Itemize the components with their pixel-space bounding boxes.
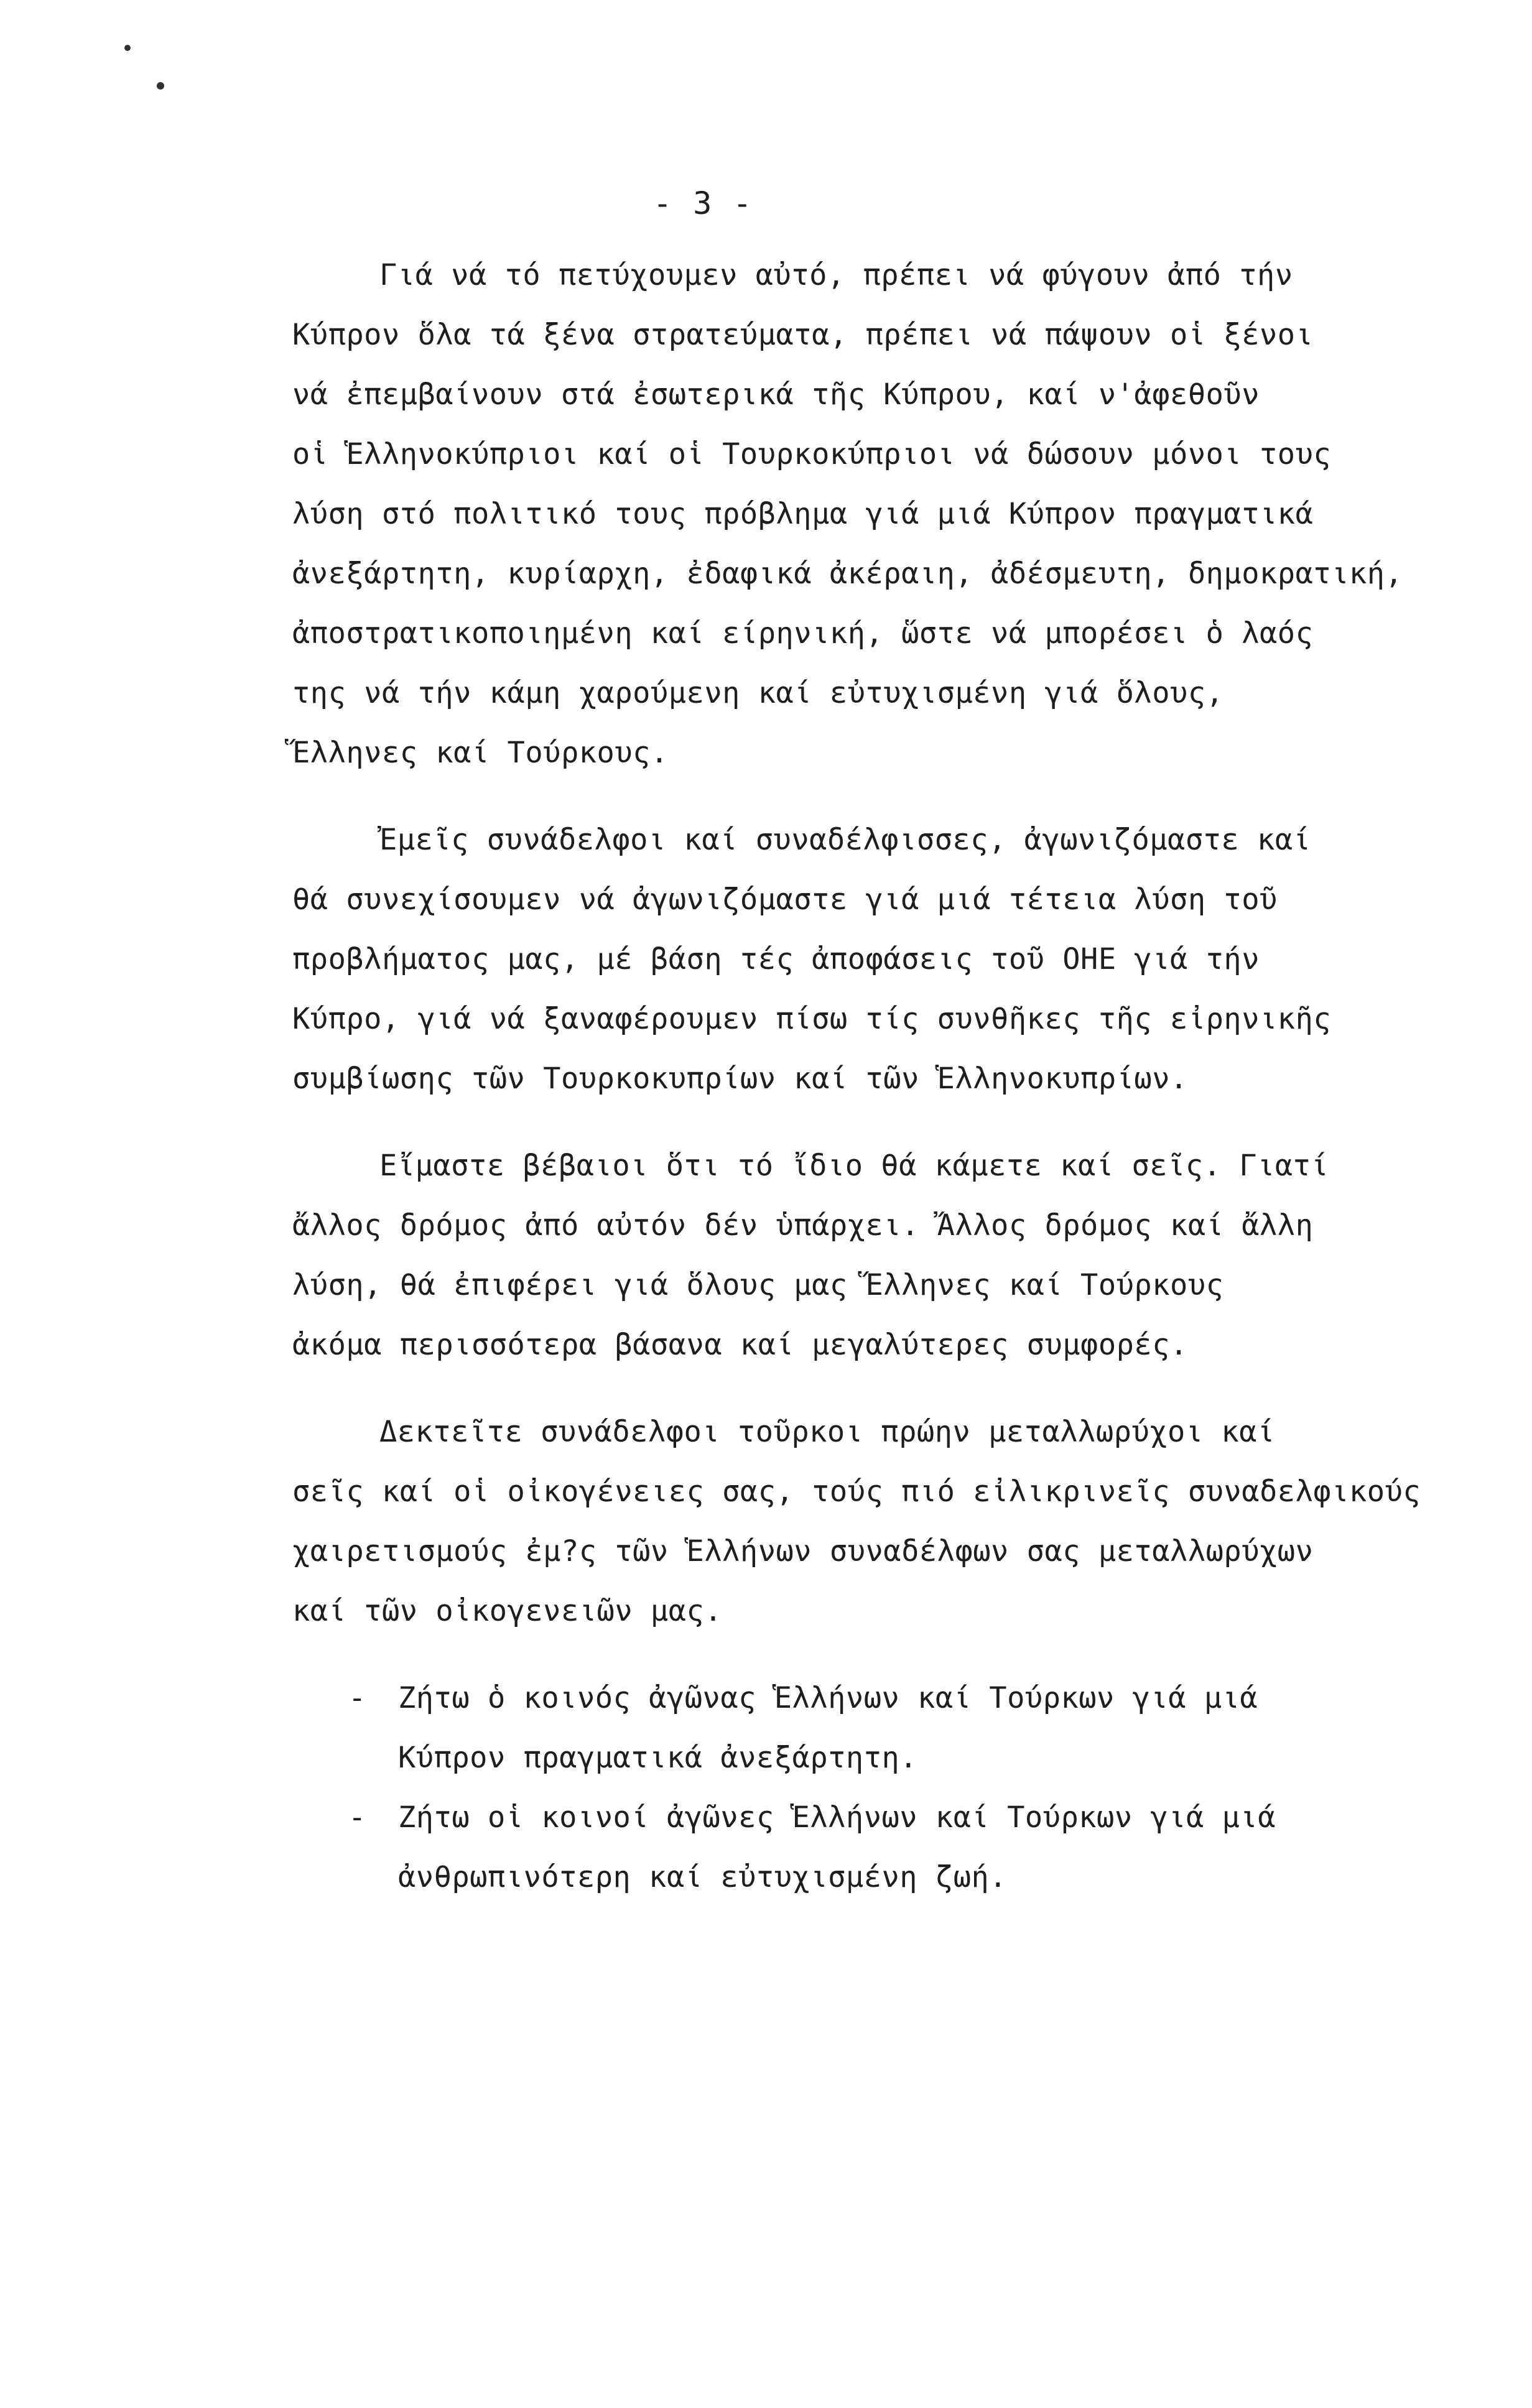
text-line: Κύπρο, γιά νά ξαναφέρουμεν πίσω τίς συνθῆκες τῆς εἰρηνικῆς [292, 1002, 1332, 1036]
text-line: λύση στό πολιτικό τους πρόβλημα γιά μιά Κύπρον πραγματικά [292, 497, 1314, 531]
text-line: Ἕλληνες καί Τούρκους. [292, 736, 669, 770]
letter-body [292, 246, 1474, 1907]
text-line: καί τῶν οἰκογενειῶν μας. [292, 1594, 723, 1628]
text-line: λύση, θά ἐπιφέρει γιά ὅλους μας Ἕλληνες καί Τούρκους [292, 1268, 1224, 1302]
text-line: Ἐμεῖς συνάδελφοι καί συναδέλφισσες, ἀγωνιζόμαστε καί [379, 823, 1311, 857]
text-line: συμβίωσης τῶν Τουρκοκυπρίων καί τῶν Ἑλληνοκυπρίων. [292, 1062, 1188, 1096]
text-line: χαιρετισμούς ἐμ?ς τῶν Ἑλλήνων συναδέλφων σας μεταλλωρύχων [292, 1534, 1314, 1568]
text-line: Κύπρον πραγματικά ἀνεξάρτητη. [398, 1741, 918, 1775]
text-line: ἀνεξάρτητη, κυρίαρχη, ἐδαφικά ἀκέραιη, ἀδέσμευτη, δημοκρατική, [292, 557, 1403, 591]
text-line: προβλήματος μας, μέ βάση τές ἀποφάσεις τοῦ ΟΗΕ γιά τήν [292, 942, 1260, 976]
list-item [348, 1788, 1474, 1907]
text-line: σεῖς καί οἱ οἰκογένειες σας, τούς πιό εἰλικρινεῖς συναδελφικούς [292, 1475, 1421, 1509]
text-line: ἀνθρωπινότερη καί εὐτυχισμένη ζωή. [398, 1860, 1008, 1894]
dash-bullet: - [348, 1681, 366, 1715]
text-line: ἀποστρατικοποιημένη καί είρηνική, ὥστε νά μπορέσει ὁ λαός [292, 616, 1314, 651]
page-number: - 3 - [653, 185, 753, 221]
scan-speck [124, 45, 131, 51]
paragraph-1 [292, 246, 1474, 783]
text-line: ἀκόμα περισσότερα βάσανα καί μεγαλύτερες συμφορές. [292, 1328, 1188, 1362]
text-line: Κύπρον ὅλα τά ξένα στρατεύματα, πρέπει νά πάψουν οἱ ξένοι [292, 318, 1314, 352]
slogan-list [292, 1669, 1474, 1907]
text-line: οἱ Ἑλληνοκύπριοι καί οἱ Τουρκοκύπριοι νά δώσουν μόνοι τους [292, 437, 1332, 471]
text-line: θά συνεχίσουμεν νά ἀγωνιζόμαστε γιά μιά τέτεια λύση τοῦ [292, 882, 1278, 917]
text-line: Δεκτεῖτε συνάδελφοι τοῦρκοι πρώην μεταλλωρύχοι καί [379, 1415, 1275, 1449]
paragraph-2 [292, 810, 1474, 1109]
paragraph-4 [292, 1402, 1474, 1641]
text-line: νά ἐπεμβαίνουν στά ἐσωτερικά τῆς Κύπρου, καί ν'ἀφεθοῦν [292, 377, 1260, 412]
dash-bullet: - [348, 1800, 366, 1835]
text-line: Ζήτω οἱ κοινοί ἀγῶνες Ἑλλήνων καί Τούρκων γιά μιά [398, 1800, 1276, 1835]
text-line: ἄλλος δρόμος ἀπό αὐτόν δέν ὑπάρχει. Ἄλλος δρόμος καί ἄλλη [292, 1208, 1314, 1243]
text-line: Εἴμαστε βέβαιοι ὅτι τό ἴδιο θά κάμετε καί σεῖς. Γιατί [379, 1149, 1329, 1183]
text-line: Γιά νά τό πετύχουμεν αὐτό, πρέπει νά φύγουν ἀπό τήν [379, 258, 1293, 292]
text-line: της νά τήν κάμη χαρούμενη καί εὐτυχισμένη γιά ὅλους, [292, 676, 1224, 710]
paragraph-3 [292, 1136, 1474, 1375]
list-item [348, 1669, 1474, 1788]
text-line: Ζήτω ὁ κοινός ἀγῶνας Ἑλλήνων καί Τούρκων γιά μιά [398, 1681, 1258, 1715]
scan-speck [157, 82, 164, 90]
